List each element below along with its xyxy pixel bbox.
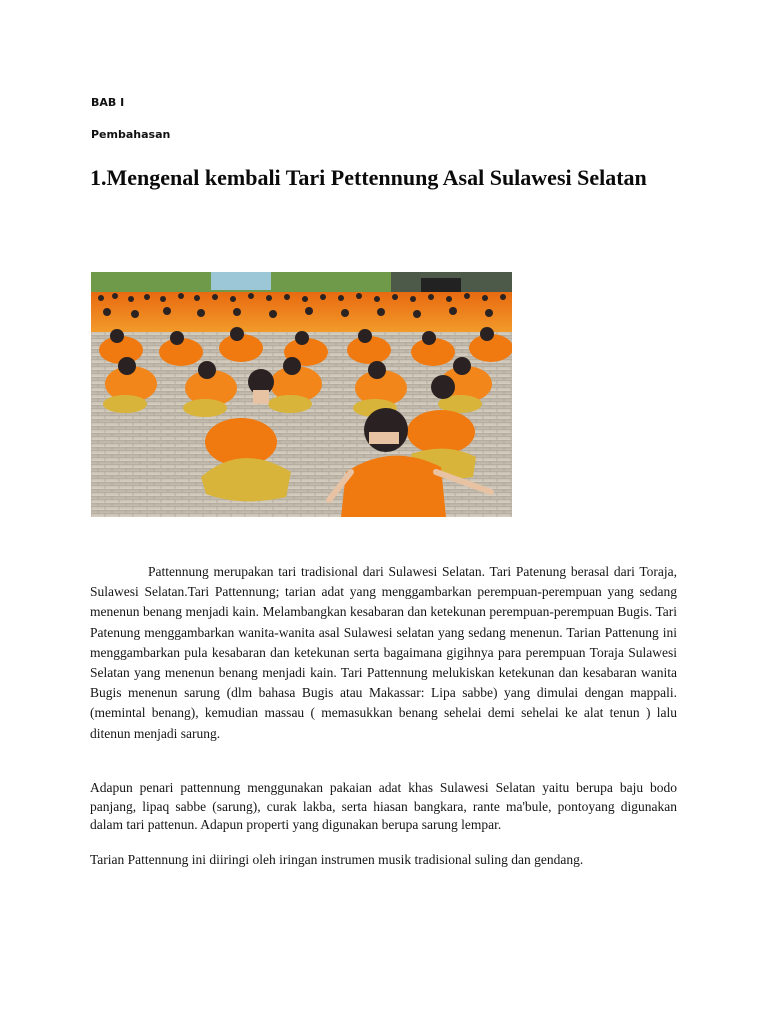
paragraph-1: Pattennung merupakan tari tradisional dari Sulawesi Selatan. Tari Patenung berasal dari Toraja, Sulawesi Selatan.Tari Pattennung; tarian adat yang menggambarkan perempuan-perempuan yang sedang menenun benang menjadi kain. Melambangkan kesabaran dan ketekunan perempuan-perempuan Bugis. Tari Patenung menggambarkan wanita-wanita asal Sulawesi selatan yang sedang menenun. Tarian Pattenung ini menggambarkan pula kesabaran dan ketekunan serta bagaimana gigihnya para perempuan Toraja Sulawesi Selatan yang menenun benang menjadi kain. Tari Pattennung melukiskan ketekunan dan kesabaran wanita Bugis menenun sarung (dlm bahasa Bugis atau Makassar: Lipa sabbe) yang dimulai dengan mappali. (memintal benang), kemudian massau ( memasukkan benang sehelai demi sehelai ke alat tenun ) lalu ditenun menjadi sarung. xyxy=(90,564,677,741)
dancers-photo xyxy=(91,272,512,517)
paragraph-3: Tarian Pattennung ini diiringi oleh iringan instrumen musik tradisional suling dan gendang. xyxy=(90,852,584,867)
page-title: 1.Mengenal kembali Tari Pettennung Asal Sulawesi Selatan xyxy=(90,165,647,190)
paragraph-2: Adapun penari pattennung menggunakan pakaian adat khas Sulawesi Selatan yaitu berupa baju bodo panjang, lipaq sabbe (sarung), curak lakba, serta hiasan bangkara, rante ma'bule, pontoyang digunakan dalam tari pattenun. Adapun properti yang digunakan berupa sarung lempar. xyxy=(90,780,677,833)
chapter-label: BAB I xyxy=(91,96,125,109)
section-label: Pembahasan xyxy=(91,128,171,141)
